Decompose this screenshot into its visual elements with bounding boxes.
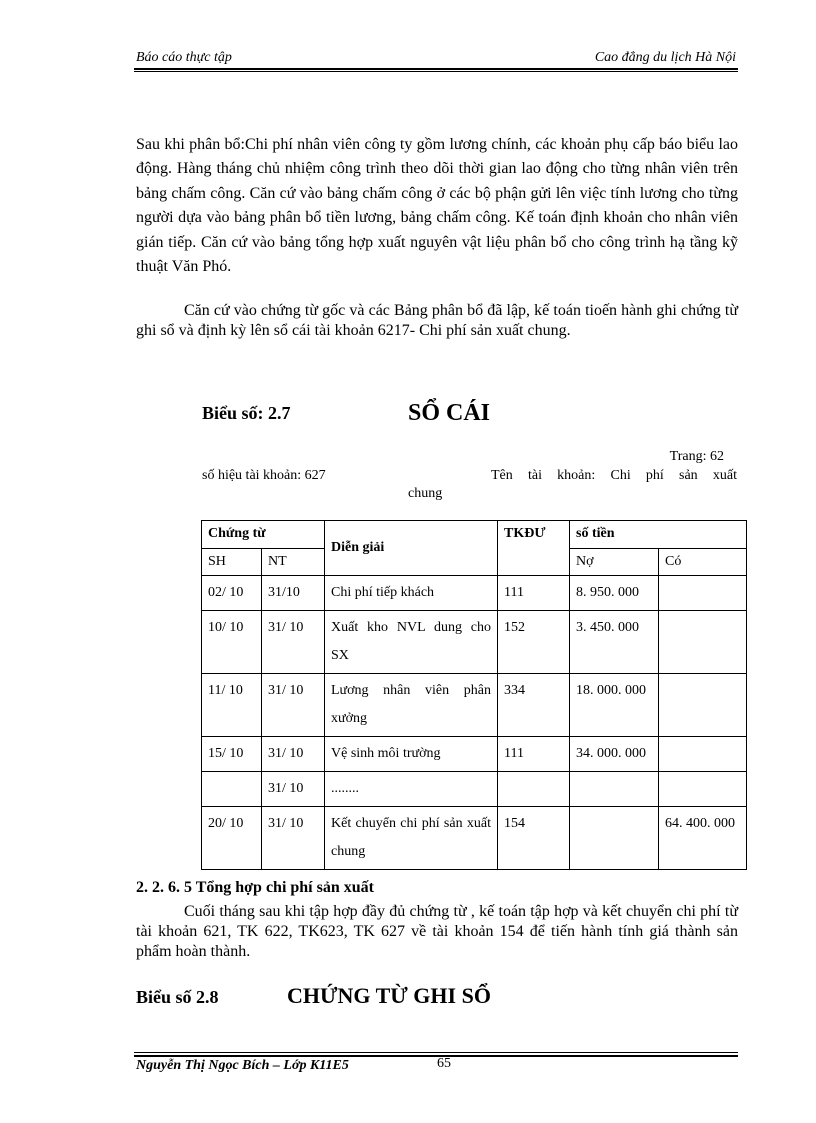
table-row bbox=[202, 807, 747, 870]
header-sh: SH bbox=[202, 549, 262, 576]
cell-nt: 31/ 10 bbox=[262, 807, 325, 870]
cell-desc: Kết chuyển chi phí sản xuất chung bbox=[325, 807, 498, 870]
ledger-form-label: Biểu số: 2.7 bbox=[202, 403, 291, 423]
cell-co bbox=[659, 576, 747, 611]
header-nt: NT bbox=[262, 549, 325, 576]
account-number: số hiệu tài khoản: 627 bbox=[202, 468, 326, 483]
ledger-title: SỔ CÁI bbox=[408, 400, 491, 426]
header-tkdu: TKĐƯ bbox=[498, 521, 570, 576]
cell-nt: 31/10 bbox=[262, 576, 325, 611]
header-co: Có bbox=[659, 549, 747, 576]
cell-desc: ........ bbox=[325, 772, 498, 807]
table-row bbox=[202, 772, 747, 807]
cell-nt: 31/ 10 bbox=[262, 611, 325, 674]
cell-sh: 02/ 10 bbox=[202, 576, 262, 611]
header-right: Cao đẳng du lịch Hà Nội bbox=[594, 50, 736, 65]
cell-nt: 31/ 10 bbox=[262, 737, 325, 772]
cell-nt: 31/ 10 bbox=[262, 674, 325, 737]
cell-sh: 20/ 10 bbox=[202, 807, 262, 870]
section-paragraph: Cuối tháng sau khi tập hợp đầy đủ chứng từ , kế toán tập hợp và kết chuyển chi phí từ tài khoản 621, TK 622, TK623, TK 627 về tài khoản 154 để tiến hành tính giá thành sản phẩm hoàn thành. bbox=[136, 903, 738, 960]
cell-tkdu: 111 bbox=[498, 576, 570, 611]
header-no: Nợ bbox=[570, 549, 659, 576]
cell-sh: 11/ 10 bbox=[202, 674, 262, 737]
cell-tkdu: 154 bbox=[498, 807, 570, 870]
header-divider bbox=[134, 68, 738, 70]
header-dien-giai: Diễn giải bbox=[325, 521, 498, 576]
cell-tkdu: 111 bbox=[498, 737, 570, 772]
body-paragraph-1: Sau khi phân bổ:Chi phí nhân viên công ty gồm lương chính, các khoản phụ cấp báo biểu lao động. Hàng tháng chủ nhiệm công trình theo dõi thời gian lao động cho từng nhân viên trên bảng chấm công. Căn cứ vào bảng chấm công ở các bộ phận gửi lên việc tính lương cho từng người dựa vào bảng phân bổ tiền lương, bảng chấm công. Kế toán định khoản cho nhân viên gián tiếp. Căn cứ vào bảng tổng hợp xuất nguyên vật liệu phân bổ cho công trình hạ tầng kỹ thuật Văn Phó. bbox=[136, 136, 738, 276]
ledger-table bbox=[201, 520, 747, 870]
table-row bbox=[202, 611, 747, 674]
cell-desc: Xuất kho NVL dung cho SX bbox=[325, 611, 498, 674]
cell-co bbox=[659, 674, 747, 737]
cell-desc: Chi phí tiếp khách bbox=[325, 576, 498, 611]
cell-co bbox=[659, 611, 747, 674]
cell-desc: Lương nhân viên phân xưởng bbox=[325, 674, 498, 737]
footer-author: Nguyễn Thị Ngọc Bích – Lớp K11E5 bbox=[136, 1058, 349, 1073]
cell-nt: 31/ 10 bbox=[262, 772, 325, 807]
cell-tkdu: 334 bbox=[498, 674, 570, 737]
table-row bbox=[202, 674, 747, 737]
voucher-form-label: Biểu số 2.8 bbox=[136, 987, 219, 1007]
ledger-page-info: Trang: 62 bbox=[669, 449, 724, 464]
cell-no bbox=[570, 807, 659, 870]
account-name-continued: chung bbox=[408, 486, 443, 501]
cell-tkdu bbox=[498, 772, 570, 807]
section-title: 2. 2. 6. 5 Tổng hợp chi phí sản xuất bbox=[136, 879, 374, 896]
cell-tkdu: 152 bbox=[498, 611, 570, 674]
cell-co: 64. 400. 000 bbox=[659, 807, 747, 870]
cell-sh bbox=[202, 772, 262, 807]
voucher-title: CHỨNG TỪ GHI SỔ bbox=[287, 983, 491, 1008]
table-row bbox=[202, 576, 747, 611]
cell-no: 3. 450. 000 bbox=[570, 611, 659, 674]
cell-co bbox=[659, 737, 747, 772]
cell-no: 18. 000. 000 bbox=[570, 674, 659, 737]
header-divider-thin bbox=[134, 71, 738, 72]
header-chung-tu: Chứng từ bbox=[202, 521, 325, 549]
cell-no bbox=[570, 772, 659, 807]
header-left: Báo cáo thực tập bbox=[136, 50, 232, 65]
body-paragraph-2: Căn cứ vào chứng từ gốc và các Bảng phân bổ đã lập, kế toán tioến hành ghi chứng từ ghi sổ và định kỳ lên sổ cái tài khoản 6217- Chi phí sản xuất chung. bbox=[136, 302, 738, 339]
table-row bbox=[202, 737, 747, 772]
cell-desc: Vệ sinh môi trường bbox=[325, 737, 498, 772]
cell-no: 34. 000. 000 bbox=[570, 737, 659, 772]
footer-divider bbox=[134, 1055, 738, 1057]
cell-co bbox=[659, 772, 747, 807]
cell-sh: 15/ 10 bbox=[202, 737, 262, 772]
cell-no: 8. 950. 000 bbox=[570, 576, 659, 611]
account-name: Tên tài khoản: Chi phí sản xuất bbox=[491, 468, 737, 483]
cell-sh: 10/ 10 bbox=[202, 611, 262, 674]
header-so-tien: số tiền bbox=[570, 521, 747, 549]
page-number: 65 bbox=[437, 1056, 451, 1071]
footer-divider-thin bbox=[134, 1052, 738, 1053]
